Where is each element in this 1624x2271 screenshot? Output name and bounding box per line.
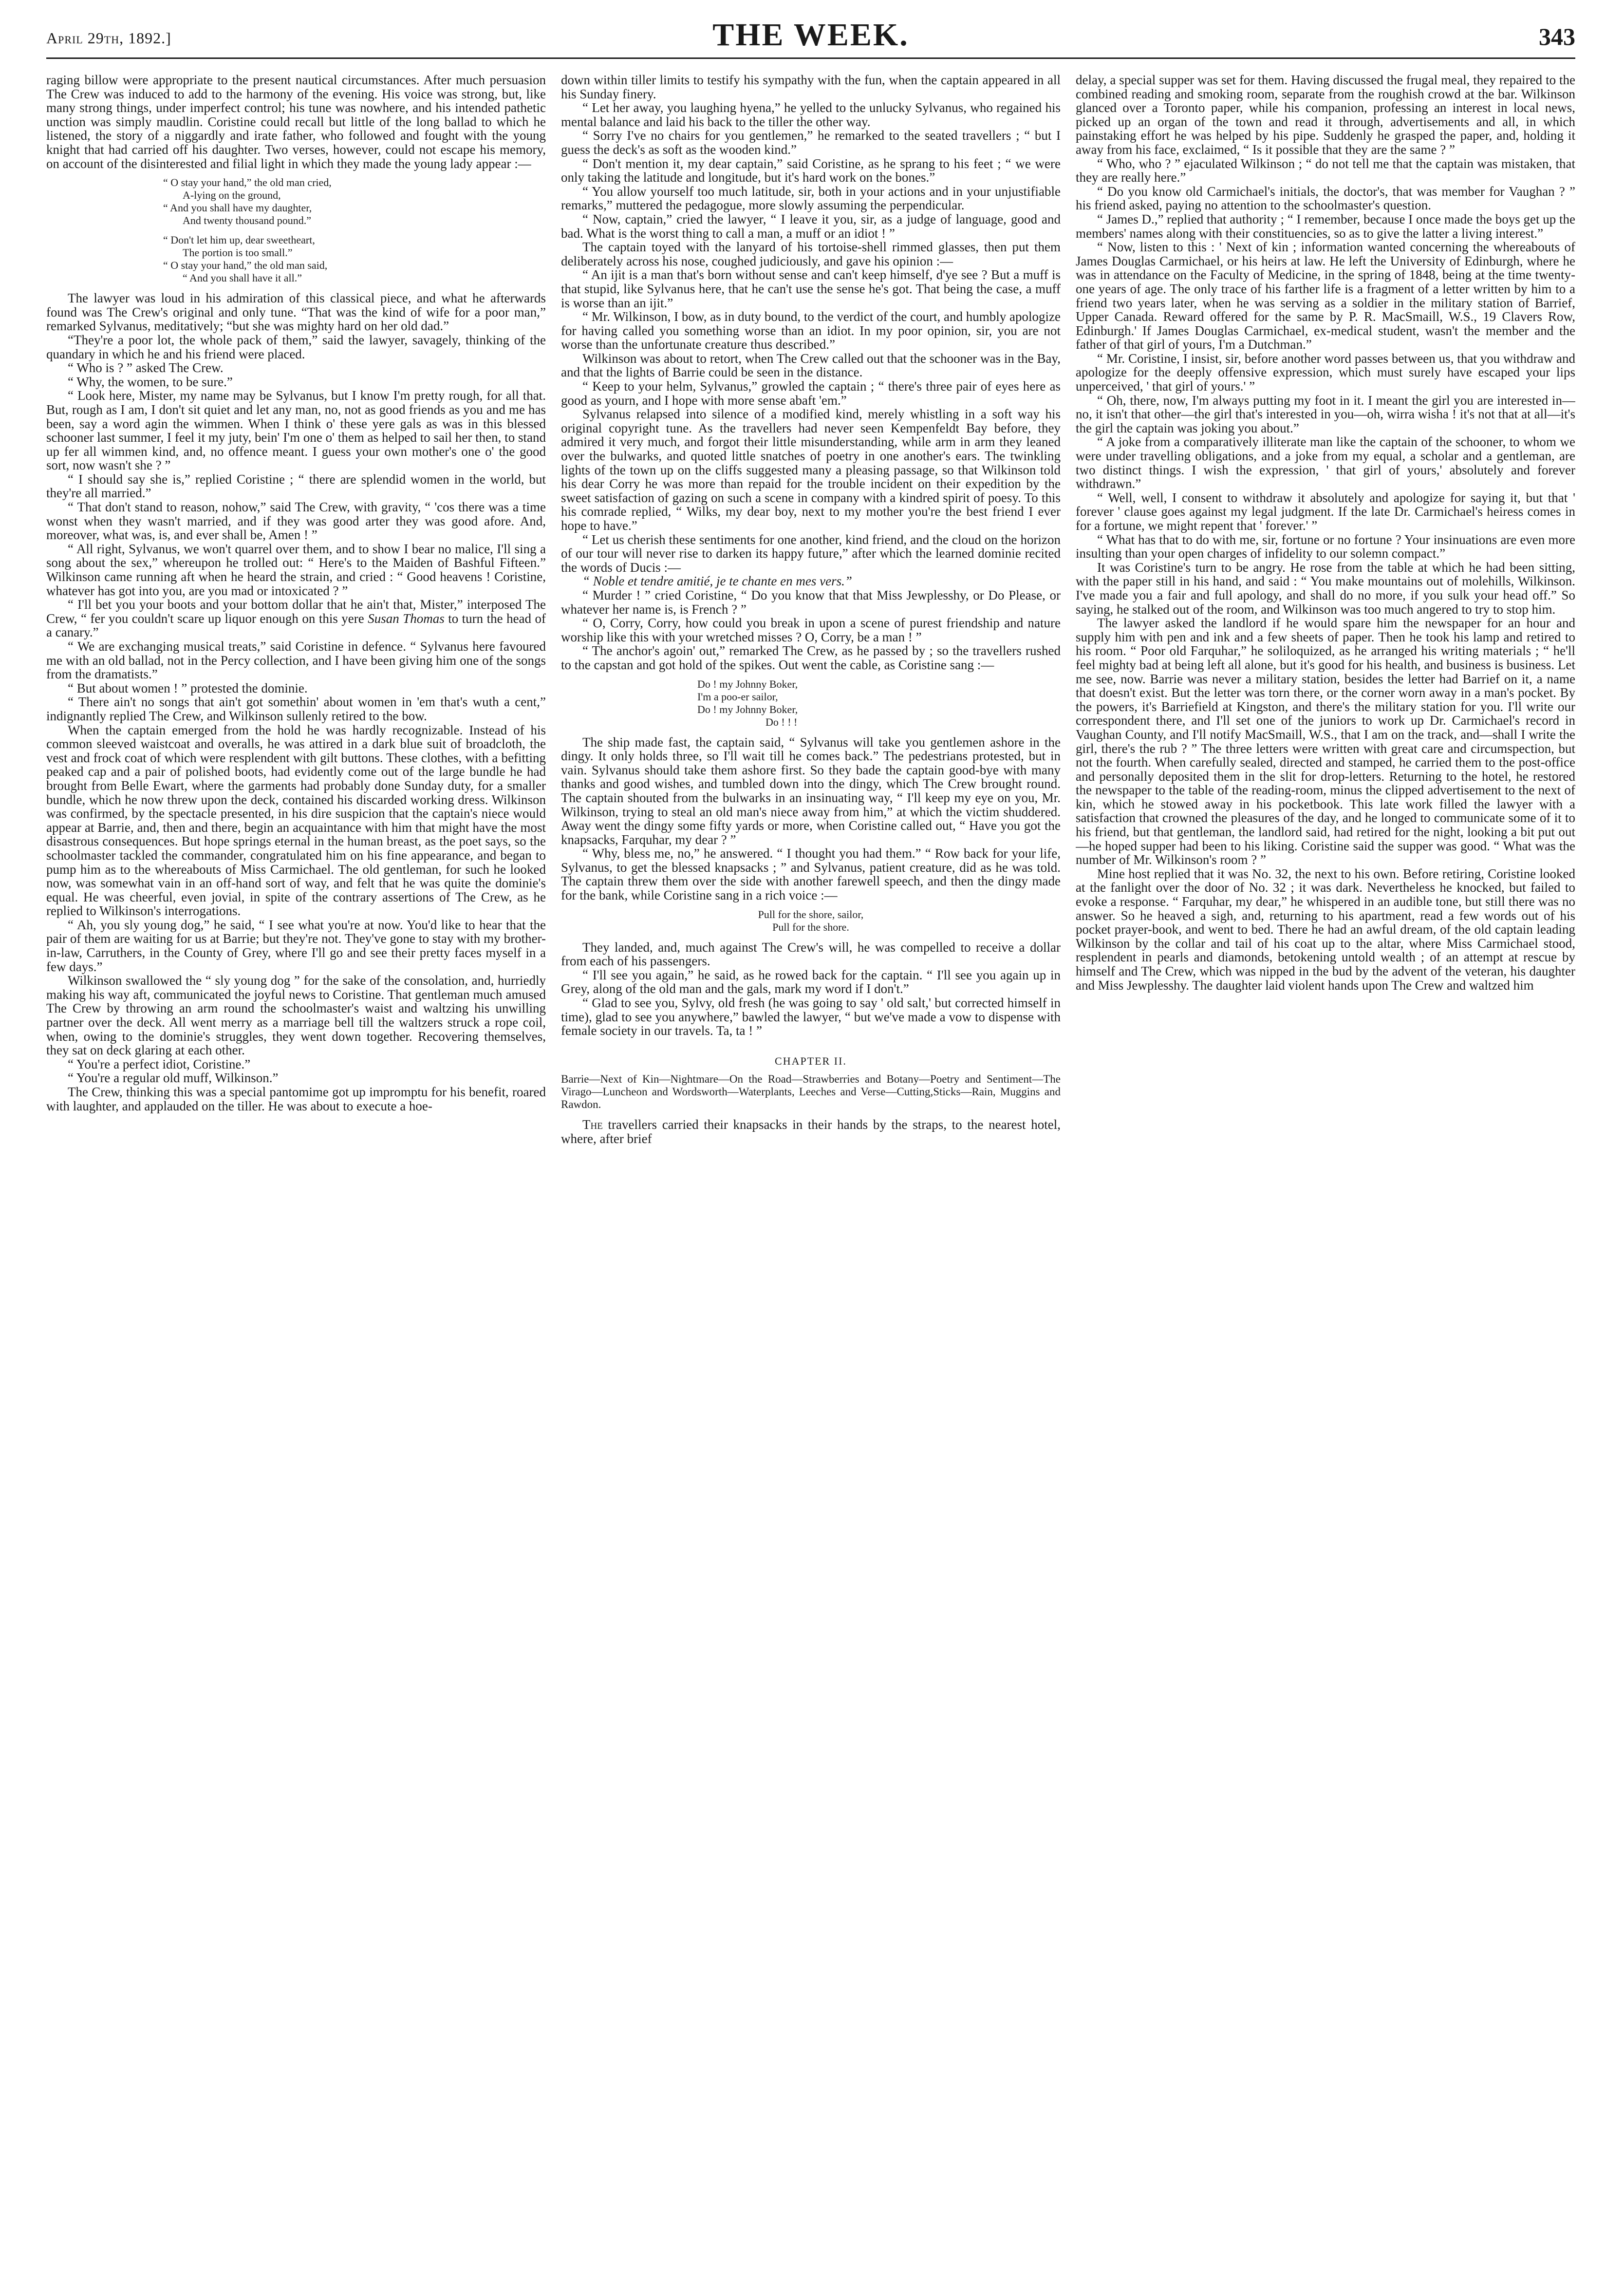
paragraph: “ Ah, you sly young dog,” he said, “ I see what you're at now. You'd like to hear that the pair of them are waiting for us at Barrie; but they're not. They've gone to stay with my brother-in-law, Carruthers, in the County of Grey, where I'll go and see their pretty faces myself in a few days.”: [46, 917, 546, 974]
paragraph: The captain toyed with the lanyard of his tortoise-shell rimmed glasses, then put them deliberately across his nose, coughed judiciously, and gave his opinion :—: [561, 240, 1061, 268]
paragraph: Wilkinson was about to retort, when The Crew called out that the schooner was in the Bay, and that the lights of Barrie could be seen in the distance.: [561, 351, 1061, 380]
paragraph: “ Murder ! ” cried Coristine, “ Do you know that that Miss Jewplesshy, or Do Please, or whatever her name is, is French ? ”: [561, 587, 1061, 617]
paragraph: “ What has that to do with me, sir, fortune or no fortune ? Your insinuations are even more insulting than your open charges of infidelity to our solemn compact.”: [1076, 532, 1575, 561]
paragraph: “ Sorry I've no chairs for you gentlemen,” he remarked to the seated travellers ; “ but I guess the deck's as soft as the wooden kind.”: [561, 128, 1061, 157]
verse-line: I'm a poo-er sailor,: [697, 690, 778, 703]
paragraph: Sylvanus relapsed into silence of a modified kind, merely whistling in a soft way his original copyright tune. As the travellers had never seen Kempenfeldt Bay before, they admired it very much, and forgot their little misunderstanding, while arm in arm they leaned over the bulwarks, and quoted little snatches of poetry in one another's ears. The twinkling lights of the town up on the cliffs suggested many a pleasing passage, so that Wilkinson told his dear Corry he was more than repaid for the trouble incident on their expedition by the sweet satisfaction of gazing on such a scene in company with a kindred spirit of poesy. To this his comrade replied, “ Wilks, my dear boy, next to my mother you're the best friend I ever hope to have.”: [561, 407, 1061, 533]
column-2: [561, 73, 1061, 2250]
paragraph: “ Why, the women, to be sure.”: [68, 374, 233, 389]
paragraph: “ Who, who ? ” ejaculated Wilkinson ; “ do not tell me that the captain was mistaken, that they are really here.”: [1076, 156, 1575, 185]
verse-stanza: [46, 176, 546, 227]
schooner-name: Susan Thomas: [368, 611, 445, 626]
paragraph: “ You're a perfect idiot, Coristine.”: [68, 1056, 251, 1071]
verse-line: “ Don't let him up, dear sweetheart,: [163, 234, 315, 246]
paragraph: “ Why, bless me, no,” he answered. “ I thought you had them.” “ Row back for your life, Sylvanus, to get the blessed knapsacks ; ” and Sylvanus, patient creature, did as he was told. The captain threw them over the side with another farewell speech, and then the dingy made for the bank, while Coristine sang in a rich voice :—: [561, 846, 1061, 903]
verse-line: “ O stay your hand,” the old man said,: [163, 259, 328, 272]
paragraph: “ James D.,” replied that authority ; “ I remember, because I once made the boys get up the members' names along with their constituencies, so as to give the latter a living interest.”: [1076, 211, 1575, 241]
paragraph: “ All right, Sylvanus, we won't quarrel over them, and to show I bear no malice, I'll sing a song about the sex,” whereupon he trolled out: “ Here's to the Maiden of Bashful Fifteen.” Wilkinson came running aft when he heard the strain, and cried : “ Good heavens ! Coristine, whatever has got into you, are you mad or intoxicated ? ”: [46, 541, 546, 598]
paragraph: “ I should say she is,” replied Coristine ; “ there are splendid women in the world, but they're all married.”: [46, 471, 546, 501]
paragraph: “ Oh, there, now, I'm always putting my foot in it. I meant the girl you are interested in—no, it isn't that other—the girl that's interested in you—oh, wirra wisha ! it's not that at all—it's the girl the captain was joking you about.”: [1076, 393, 1575, 435]
page-header: [46, 13, 1575, 59]
paragraph: “ The anchor's agoin' out,” remarked The Crew, as he passed by ; so the travellers rushed to the capstan and got hold of the spikes. Out went the cable, as Coristine sang :—: [561, 643, 1061, 672]
paragraph: “ Glad to see you, Sylvy, old fresh (he was going to say ' old salt,' but corrected himself in time), glad to see you anywhere,” bawled the lawyer, “ but we've made a vow to dispense with female society in our travels. Ta, ta ! ”: [561, 995, 1061, 1038]
paragraph: down within tiller limits to testify his sympathy with the fun, when the captain appeared in all his Sunday finery.: [561, 73, 1061, 101]
paragraph: “ Mr. Coristine, I insist, sir, before another word passes between us, that you withdraw and apologize for the deeply offensive expression, which must surely have escaped your lips unperceived, ' that girl of yours.' ”: [1076, 351, 1575, 394]
paragraph: “ Let us cherish these sentiments for one another, kind friend, and the cloud on the horizon of our tour will never rise to darken its happy future,” after which the learned dominie recited the words of Ducis :—: [561, 532, 1061, 575]
paragraph: The lawyer asked the landlord if he would spare him the newspaper for an hour and supply him with pen and ink and a few sheets of paper. Then he took his lamp and retired to his room. “ Poor old Farquhar,” he soliloquized, as he arranged his writing materials ; “ he'll feel mighty bad at being left all alone, but it's good for his health, and business is business. Let me see, now. Barrie was never a military station, besides the letter had Barrief on it, a name that doesn't exist. But the letter was torn there, or the corner worn away in a man's pocket. By the powers, it's Barriefield at Kingston, and there's the military station for you. I'll write our correspondent there, and I'll set one of the juniors to work up Dr. Carmichael's record in Vaughan County, and I'll notify MacSmaill, W.S., that I am on the track, and—shall I write the girl, there's the rub ? ” The three letters were written with great care and circumspection, but not the fourth. When carefully sealed, directed and stamped, he carried them to the post-office and personally deposited them in the slit for drop-letters. Returning to the hotel, he restored the newspaper to the table of the reading-room, minus the clipped advertisement to the next of kin, which he stowed away in his pocketbook. This late work filled the lawyer with a satisfaction that crowned the pleasures of the day, and he longed to communicate some of it to his friend, but that gentleman, the landlord said, had retired for the night, looking a bit put out—he hoped supper had been to his liking. Coristine said the supper was good. “ What was the number of Mr. Wilkinson's room ? ”: [1076, 616, 1575, 867]
verse-line: The portion is too small.”: [183, 246, 293, 259]
paragraph: “ A joke from a comparatively illiterate man like the captain of the schooner, to whom we were under travelling obligations, and a joke from my equal, a scholar and a gentleman, are two distinct things. I wish the expression, ' that girl of yours,' absolutely and forever withdrawn.”: [1076, 434, 1575, 491]
chapter-opening-word: The: [582, 1117, 603, 1132]
column-3: [1076, 73, 1575, 2250]
paragraph: It was Coristine's turn to be angry. He rose from the table at which he had been sitting, with the paper still in his hand, and said : “ You make mountains out of molehills, Wilkinson. I've made you a fair and full apology, and shall do no more, if you sulk your head off.” So saying, he stalked out of the room, and Wilkinson was too much angered to try to stop him.: [1076, 560, 1575, 617]
paragraph: “ Now, listen to this : ' Next of kin ; information wanted concerning the whereabouts of James Douglas Carmichael, or his heirs at law. He left the University of Edinburgh, where he was in attendance on the Faculty of Medicine, in the spring of 1848, being at the time twenty-one years of age. The only trace of his farther life is a fragment of a letter written by him to a friend two years later, when he was serving as a soldier in the military station of Barrief, Upper Canada. Reward offered for the same by P. R. MacSmaill, W.S., 19 Clavers Row, Edinburgh.' If James Douglas Carmichael, ex-medical student, wasn't the member and the father of that girl of yours, I'm a Dutchman.”: [1076, 240, 1575, 352]
text-run: to turn the head of a canary.”: [46, 611, 546, 640]
paragraph: “ I'll see you again,” he said, as he rowed back for the captain. “ I'll see you again up in Grey, along of the old man and the gals, mark my word if I don't.”: [561, 967, 1061, 996]
chapter-synopsis: Barrie—Next of Kin—Nightmare—On the Road—Strawberries and Botany—Poetry and Sentiment—The Virago—Luncheon and Wordsworth—Waterplants, Leeches and Verse—Cutting,Sticks—Rain, Muggins and Rawdon.: [561, 1073, 1061, 1111]
paragraph: “ Look here, Mister, my name may be Sylvanus, but I know I'm pretty rough, for all that. But, rough as I am, I don't sit quiet and let any man, no, not as good friends as you and me has been, say a word agin the wimmen. When I think o' these yere gals as was in this blessed schooner last summer, I feel it my juty, bein' I'm one o' them as helped to sail her then, to stand up fer all wimmen kind, and, no offence meant. I guess your own mother's one o' the good sort, now wasn't she ? ”: [46, 388, 546, 473]
header-rule: [46, 57, 1575, 59]
column-1: [46, 73, 546, 2250]
verse-line: Do ! my Johnny Boker,: [697, 677, 798, 690]
paragraph: “ Well, well, I consent to withdraw it absolutely and apologize for saying it, but that ' forever ' clause goes against my legal judgment. If the late Dr. Carmichael's heiress comes in for a fortune, we might repent that ' forever.' ”: [1076, 490, 1575, 533]
paragraph: “ You allow yourself too much latitude, sir, both in your actions and in your unjustifiable remarks,” muttered the pedagogue, more slowly assuming the perpendicular.: [561, 184, 1061, 213]
paragraph: “ But about women ! ” protested the dominie.: [68, 680, 308, 695]
chapter-heading: CHAPTER II.: [775, 1054, 847, 1067]
verse-line: A-lying on the ground,: [183, 189, 281, 202]
paragraph: “ Now, captain,” cried the lawyer, “ I leave it you, sir, as a judge of language, good and bad. What is the worst thing to call a man, a muff or an idiot ! ”: [561, 211, 1061, 241]
paragraph: “ There ain't no songs that ain't got somethin' about women in 'em that's wuth a cent,” indignantly replied The Crew, and Wilkinson sullenly retired to the bow.: [46, 694, 546, 723]
verse-line: Pull for the shore.: [772, 920, 849, 933]
paragraph: When the captain emerged from the hold he was hardly recognizable. Instead of his common sleeved waistcoat and overalls, he was attired in a dark blue suit of broadcloth, the vest and frock coat of which were resplendent with gilt buttons. These clothes, with a befitting peaked cap and a pair of polished boots, had evidently come out of the large bundle he had brought from Belle Ewart, where the garments had probably done Sunday duty, for a smaller bundle, which he now threw upon the deck, contained his discarded working dress. Wilkinson was confirmed, by the spectacle presented, in his dire suspicion that the captain's niece would appear at Barrie, and, then and there, begin an acquaintance with him that might have the most disastrous consequences. But hope springs eternal in the human breast, as the poet says, so the schoolmaster tackled the commander, congratulated him on his fine appearance, and began to pump him as to the whereabouts of Miss Carmichael. The old gentleman, for such he looked now, was somewhat vain in an off-hand sort of way, and felt that he was quite the dominie's equal. He was cheerful, even jovial, in spite of the contrary assertions of The Crew, as he replied to Wilkinson's interrogations.: [46, 722, 546, 919]
paragraph: “ Who is ? ” asked The Crew.: [68, 360, 224, 375]
song-verse: [561, 908, 1061, 934]
paragraph: “ That don't stand to reason, nohow,” said The Crew, with gravity, “ 'cos there was a time wonst when they wasn't married, and if they was good arter they was good afore. And, moreover, what was, is, and ever shall be, Amen ! ”: [46, 500, 546, 543]
text-run: travellers carried their knapsacks in their hands by the straps, to the nearest hotel, where, after brief: [561, 1117, 1061, 1146]
verse-line: “ And you shall have my daughter,: [163, 202, 312, 214]
paragraph: “ You're a regular old muff, Wilkinson.”: [68, 1070, 279, 1086]
paragraph: “ Mr. Wilkinson, I bow, as in duty bound, to the verdict of the court, and humbly apologize for having called you something worse than an idiot. In my poor opinion, sir, you are not worse than the unfortunate creature thus described.”: [561, 309, 1061, 352]
paragraph: [46, 598, 546, 639]
text-run: “ I'll bet you your boots and your bottom dollar that he ain't that, Mister,” interposed The Crew, “ fer you couldn't scare up liquor enough on this yere: [46, 597, 546, 626]
paragraph: “ Let her away, you laughing hyena,” he yelled to the unlucky Sylvanus, who regained his mental balance and laid his back to the tiller the other way.: [561, 100, 1061, 129]
verse-line: “ And you shall have it all.”: [183, 272, 302, 284]
paragraph: Wilkinson swallowed the “ sly young dog ” for the sake of the consolation, and, hurriedly making his way aft, communicated the joyful news to Coristine. That gentleman much amused The Crew by throwing an arm round the schoolmaster's waist and waltzing his unwilling partner over the deck. All went merry as a marriage bell till the waltzers struck a rope coil, when, owing to the dominie's struggles, they went down together. Recovering themselves, they sat on deck glaring at each other.: [46, 973, 546, 1058]
paragraph: The ship made fast, the captain said, “ Sylvanus will take you gentlemen ashore in the dingy. It only holds three, so I'll wait till he comes back.” The pedestrians protested, but in vain. Sylvanus should take them ashore first. So they bade the captain good-bye with many thanks and good wishes, and tumbled down into the dingy, which The Crew brought round. The captain shouted from the bulwarks in an insinuating way, “ I'll keep my eye on you, Mr. Wilkinson, trying to steal an old man's niece away from him,” at which the victim shuddered. Away went the dingy some fifty yards or more, when Coristine called out, “ Have you got the knapsacks, Farquhar, my dear ? ”: [561, 734, 1061, 847]
masthead-title: THE WEEK.: [712, 17, 909, 53]
verse-line: And twenty thousand pound.”: [183, 214, 311, 227]
paragraph: “ We are exchanging musical treats,” said Coristine in defence. “ Sylvanus here favoured me with an old ballad, not in the Percy collection, and I have been giving him one of the songs from the dramatists.”: [46, 639, 546, 682]
paragraph: “ An ijit is a man that's born without sense and can't keep himself, d'ye see ? But a muff is that stupid, like Sylvanus here, that he can't use the sense he's got. That being the case, a muff is worse than an ijit.”: [561, 267, 1061, 310]
verse-stanza: [46, 234, 546, 284]
song-verse: [561, 678, 1061, 729]
paragraph: “ Don't mention it, my dear captain,” said Coristine, as he sprang to his feet ; “ we were only taking the latitude and longitude, but it's hard work on the bones.”: [561, 156, 1061, 185]
paragraph: “ Keep to your helm, Sylvanus,” growled the captain ; “ there's three pair of eyes here as good as yourn, and I hope with more sense abaft 'em.”: [561, 379, 1061, 408]
paragraph: The lawyer was loud in his admiration of this classical piece, and what he afterwards found was The Crew's original and only tune. “That was the kind of wife for a poor man,” remarked Sylvanus, meditatively; “but she was mighty hard on her old dad.”: [46, 291, 546, 334]
issue-date: April 29th, 1892.]: [46, 29, 171, 47]
paragraph: delay, a special supper was set for them. Having discussed the frugal meal, they repaired to the combined reading and smoking room, separate from the roughish crowd at the bar. Wilkinson glanced over a Toronto paper, while his companion, professing an interest in local news, picked up an organ of the town and read it through, advertisements and all, in which painstaking effort he was helped by his pipe. Suddenly he grasped the paper, and, holding it away from his face, exclaimed, “ Is it possible that they are the same ? ”: [1076, 73, 1575, 157]
paragraph: raging billow were appropriate to the present nautical circumstances. After much persuasion The Crew was induced to add to the harmony of the evening. His voice was strong, but, like many strong things, under imperfect control; his tune was nowhere, and his intended pathetic unction was simply maudlin. Coristine could recall but little of the long ballad to which he listened, the story of a niggardly and irate father, who followed and fought with the young knight that had carried off his daughter. Two verses, however, could not escape his memory, on account of the disinterested and filial light in which they made the young lady appear :—: [46, 73, 546, 171]
ballad-verse: [46, 176, 546, 284]
verse-line: “ O stay your hand,” the old man cried,: [163, 176, 332, 189]
french-quotation: “ Noble et tendre amitié, je te chante en mes vers.”: [582, 574, 852, 589]
paragraph: “ Do you know old Carmichael's initials, the doctor's, that was member for Vaughan ? ” his friend asked, paying no attention to the schoolmaster's question.: [1076, 184, 1575, 213]
paragraph: The Crew, thinking this was a special pantomime got up impromptu for his benefit, roared with laughter, and applauded on the tiller. He was about to execute a hoe-: [46, 1085, 546, 1113]
paragraph: “ O, Corry, Corry, how could you break in upon a scene of purest friendship and nature worship like this with your wretched misses ? O, Corry, be a man ! ”: [561, 616, 1061, 644]
paragraph: [561, 1118, 1061, 1145]
verse-line: Pull for the shore, sailor,: [758, 908, 864, 920]
verse-line: Do ! my Johnny Boker,: [697, 703, 798, 715]
paragraph: “They're a poor lot, the whole pack of them,” said the lawyer, savagely, thinking of the quandary in which he and his friend were placed.: [46, 332, 546, 361]
paragraph: Mine host replied that it was No. 32, the next to his own. Before retiring, Coristine looked at the fanlight over the door of No. 32 ; it was dark. Nevertheless he knocked, but failed to evoke a response. “ Farquhar, my dear,” he whispered in an audible tone, but still there was no answer. So he heaved a sigh, and, returning to his apartment, read a few words out of his pocket prayer-book, and went to bed. There he had an awful dream, of the old captain leading Wilkinson by the collar and tail of his coat up to the altar, where Miss Carmichael stood, resplendent in pearls and diamonds, betokening untold wealth ; of an attempt at rescue by himself and The Crew, which was nipped in the bud by the advent of the veteran, his daughter and Miss Jewplesshy. The daughter laid violent hands upon The Crew and waltzed him: [1076, 866, 1575, 993]
page-number: 343: [1539, 23, 1575, 50]
verse-line: Do ! ! !: [765, 715, 798, 728]
paragraph: They landed, and, much against The Crew's will, he was compelled to receive a dollar from each of his passengers.: [561, 939, 1061, 969]
